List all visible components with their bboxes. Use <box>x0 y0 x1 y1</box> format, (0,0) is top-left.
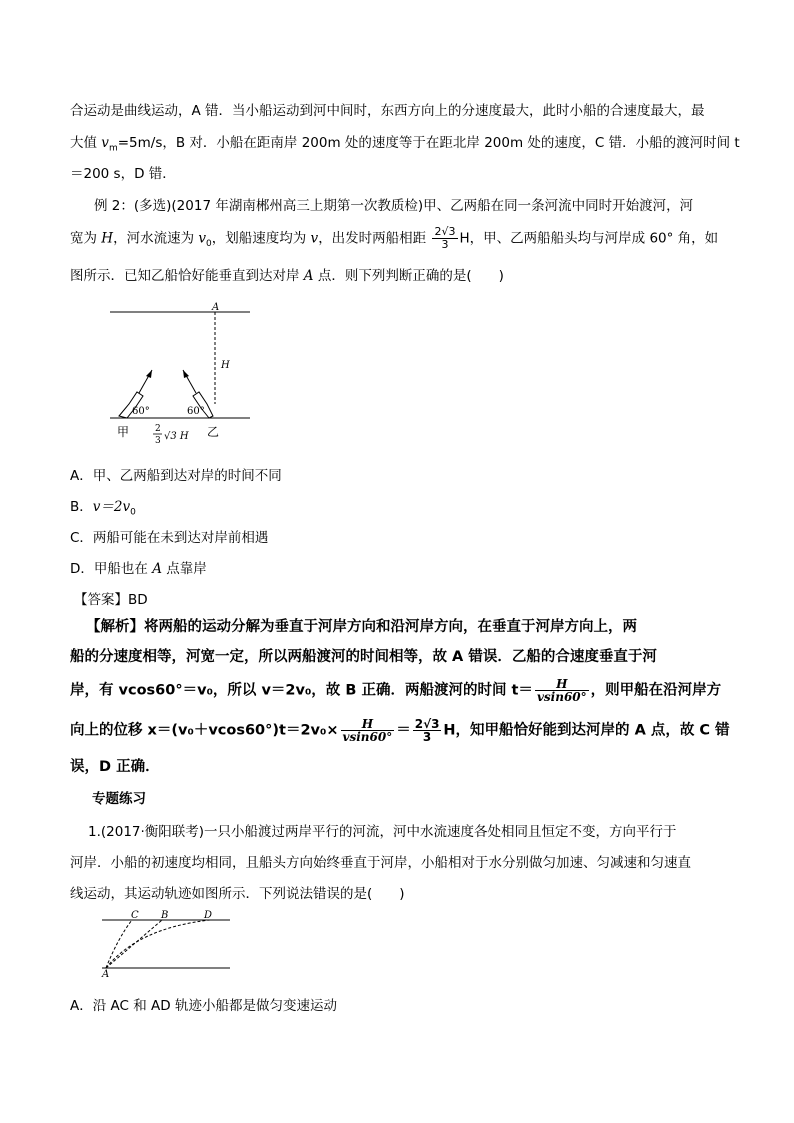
text: 大值 <box>70 135 102 151</box>
trajectory-AC <box>106 920 132 968</box>
example2-line3 <box>70 267 726 285</box>
answer-value: BD <box>128 592 148 608</box>
text: ，河水流速为 <box>113 230 199 247</box>
text: ＝ <box>396 722 411 739</box>
trajectory-AD <box>106 920 210 968</box>
option-C: C．两船可能在未到达对岸前相遇 <box>70 530 269 546</box>
frac-num: H <box>535 678 589 691</box>
fraction <box>432 226 457 251</box>
frac-den: vsin60° <box>536 690 587 704</box>
q1-option-A: A．沿 AC 和 AD 轨迹小船都是做匀变速运动 <box>70 998 337 1014</box>
q1-line3: 线运动，其运动轨迹如图所示．下列说法错误的是( ) <box>70 886 405 902</box>
var-v: v <box>310 230 319 247</box>
text: 点．则下列判断正确的是( ) <box>313 268 504 284</box>
q1-line1: 1.(2017·衡阳联考)一只小船渡过两岸平行的河流，河中水流速度各处相同且恒定不变，方向平行于 <box>88 824 677 840</box>
q1-line2: 河岸．小船的初速度均相同，且船头方向始终垂直于河岸，小船相对于水分别做匀加速、匀减速和匀速直 <box>70 855 691 871</box>
frac-num: H <box>341 718 395 731</box>
text: 点靠岸 <box>161 561 207 577</box>
label-C: C <box>131 910 139 921</box>
analysis-line1 <box>86 618 742 636</box>
answer <box>74 591 730 609</box>
expr: v＝2v <box>92 499 131 515</box>
text: B． <box>70 499 93 515</box>
frac-den: vsin60° <box>342 730 393 744</box>
fraction <box>413 718 442 743</box>
dist-rest: √3 H <box>164 431 189 442</box>
option-B <box>70 498 726 522</box>
angle-left: 60° <box>132 406 150 417</box>
label-B: B <box>161 910 169 921</box>
label-A: A <box>212 302 220 313</box>
example2-line1: 例 2：(多选)(2017 年湖南郴州高三上期第一次教质检)甲、乙两船在同一条河流中同时开始渡河，河 <box>94 198 694 214</box>
option-D <box>70 560 726 578</box>
analysis-line2: 船的分速度相等，河宽一定，所以两船渡河的时间相等，故 A 错误．乙船的合速度垂直于河 <box>70 649 657 665</box>
var-v0: v <box>198 230 207 247</box>
analysis-label: 【解析】 <box>86 619 144 635</box>
fraction <box>341 718 395 743</box>
var-A: A <box>152 561 162 577</box>
var-A: A <box>303 268 314 284</box>
text: 岸，有 vcos60°＝v₀，所以 v＝2v₀，故 B 正确．两船渡河的时间 t＝ <box>70 682 533 699</box>
para1-line1: 合运动是曲线运动，A 错．当小船运动到河中间时，东西方向上的分速度最大，此时小船的合速度最大，最 <box>70 103 705 119</box>
frac-num: 2√3 <box>434 225 456 238</box>
frac-den: 3 <box>441 238 449 251</box>
answer-label: 【答案】 <box>74 592 128 608</box>
text: H，知甲船恰好能到达河岸的 A 点，故 C 错 <box>443 722 730 739</box>
label-D: D <box>204 910 213 921</box>
sub-0: 0 <box>206 239 212 250</box>
figure-trajectories <box>98 908 238 978</box>
sub-m: m <box>108 143 118 154</box>
dist-num: 2 <box>155 424 161 434</box>
para1-line3: ＝200 s，D 错． <box>70 166 176 182</box>
para1-line2 <box>70 134 740 158</box>
fraction <box>535 678 589 703</box>
arrow-head-jia <box>146 370 152 378</box>
frac-den: 3 <box>422 730 432 744</box>
angle-right: 60° <box>187 406 205 417</box>
text: ，则甲船在沿河岸方 <box>590 682 722 699</box>
text: 将两船的运动分解为垂直于河岸方向和沿河岸方向，在垂直于河岸方向上，两 <box>144 619 637 635</box>
arrow-head-yi <box>183 370 189 378</box>
label-A: A <box>102 969 110 978</box>
var-H: H <box>101 230 114 247</box>
var-v: v <box>101 135 109 151</box>
analysis-line4 <box>70 717 730 744</box>
frac-num: 2√3 <box>414 717 440 731</box>
text: 图所示．已知乙船恰好能垂直到达对岸 <box>70 268 304 284</box>
text: H，甲、乙两船船头均与河岸成 60° 角，如 <box>459 230 719 247</box>
example2-line2 <box>70 226 726 253</box>
boat-label-yi: 乙 <box>207 425 220 439</box>
text: ，划船速度均为 <box>211 230 311 247</box>
boat-label-jia: 甲 <box>117 425 130 439</box>
text: 向上的位移 x＝(v₀＋vcos60°)t＝2v₀× <box>70 722 339 739</box>
text: ，出发时两船相距 <box>318 230 431 247</box>
analysis-line5: 误，D 正确． <box>70 759 160 775</box>
option-A: A．甲、乙两船到达对岸的时间不同 <box>70 468 282 484</box>
label-H: H <box>221 360 230 371</box>
text: 宽为 <box>70 230 102 247</box>
figure-river-boats <box>105 300 255 450</box>
practice-heading: 专题练习 <box>92 791 146 807</box>
text: D．甲船也在 <box>70 561 153 577</box>
analysis-line3 <box>70 678 726 703</box>
dist-den: 3 <box>155 436 161 446</box>
sub-0: 0 <box>130 507 136 518</box>
text: =5m/s，B 对．小船在距南岸 200m 处的速度等于在距北岸 200m 处的速度，C 错．小船的渡河时间 t <box>117 135 740 151</box>
